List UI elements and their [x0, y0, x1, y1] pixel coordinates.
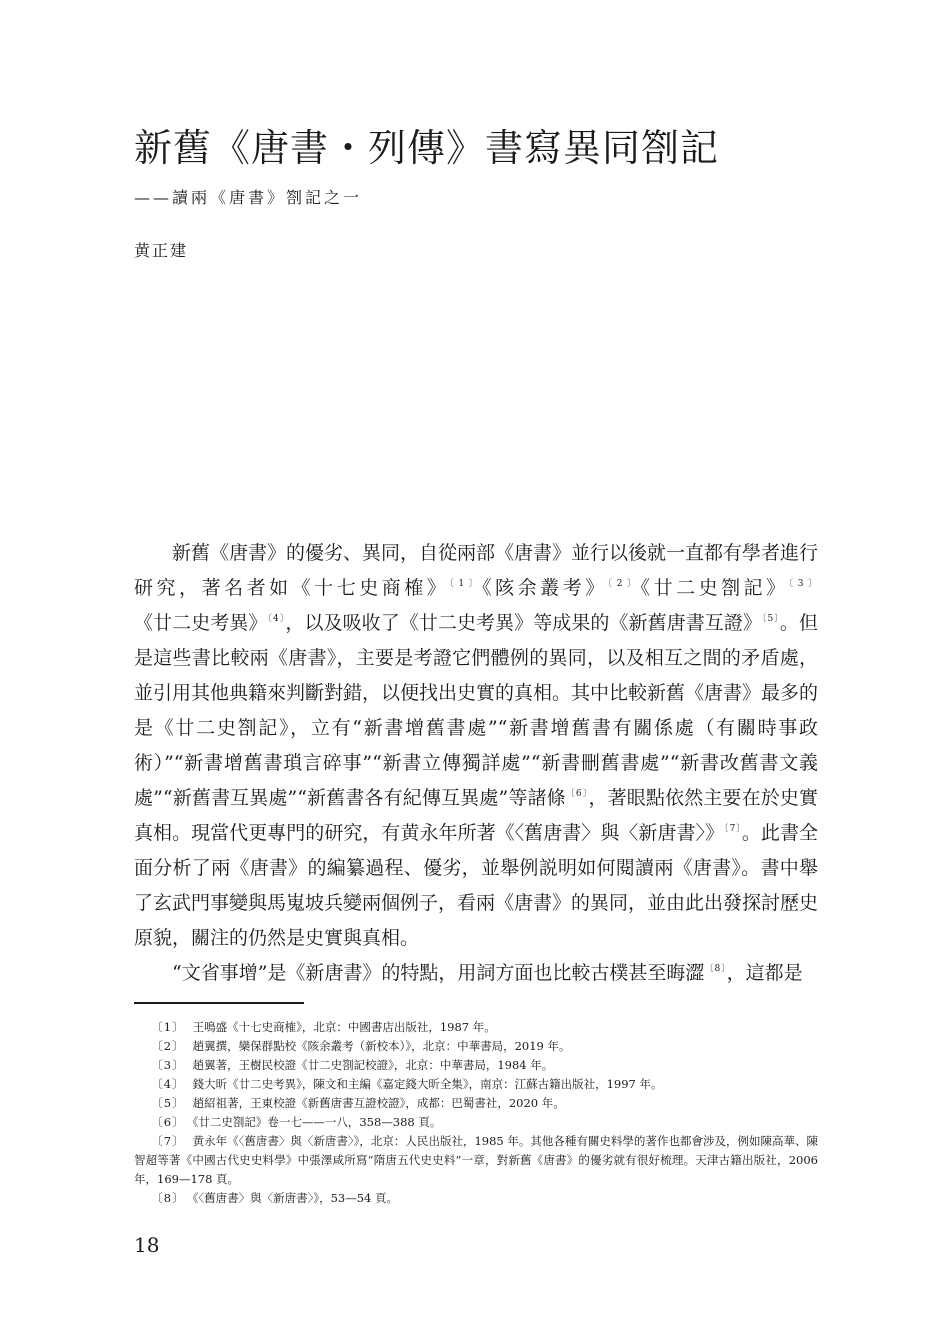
footnote-item — [134, 1132, 818, 1189]
footnote-item — [134, 1189, 818, 1208]
body-paragraph — [134, 536, 818, 956]
footnote-reference: 〔1〕 — [449, 579, 483, 589]
footnote-text: 王鳴盛《十七史商榷》，北京：中國書店出版社，1987 年。 — [192, 1020, 496, 1034]
body-text-run: ，以及吸收了《廿二史考異》等成果的《新舊唐書互證》 — [285, 612, 762, 634]
footnote-marker: 〔2〕 — [151, 1039, 185, 1053]
footnote-text: 錢大昕《廿二史考異》，陳文和主編《嘉定錢大昕全集》，南京：江蘇古籍出版社，1997 年。 — [192, 1077, 663, 1091]
footnote-marker: 〔6〕 — [151, 1115, 185, 1129]
footnotes-list — [134, 1018, 818, 1208]
body-text-run: 新舊《唐書》的優劣、異同，自從兩部《唐書》並行以後就一直都有學者進行研究，著名者如《十七史商榷》 — [134, 542, 819, 599]
body-text-run: 。此書全面分析了兩《唐書》的編纂過程、優劣，並舉例説明如何閱讀兩《唐書》。書中舉了玄武門事變與馬嵬坡兵變兩個例子，看兩《唐書》的異同，並由此出發探討歷史原貌，關注的仍然是史實與真相。 — [134, 822, 819, 949]
footnote-item — [134, 1094, 818, 1113]
footnote-reference: 〔8〕 — [704, 964, 727, 974]
footnote-text: 趙紹祖著，王東校證《新舊唐書互證校證》，成都：巴蜀書社，2020 年。 — [192, 1096, 565, 1110]
footnote-marker: 〔3〕 — [151, 1058, 185, 1072]
footnote-divider — [134, 1002, 304, 1004]
article-body — [134, 536, 818, 991]
page-number: 18 — [134, 1233, 160, 1257]
footnote-item — [134, 1075, 818, 1094]
footnote-marker: 〔4〕 — [151, 1077, 185, 1091]
footnote-reference: 〔2〕 — [607, 579, 641, 589]
footnote-reference: 〔7〕 — [724, 824, 742, 834]
author-name: 黄正建 — [134, 241, 189, 260]
footnote-marker: 〔5〕 — [151, 1096, 185, 1110]
footnote-text: 《廿二史劄記》卷一七——一八，358—388 頁。 — [192, 1115, 442, 1129]
footnote-item — [134, 1037, 818, 1056]
body-text-run: “文省事增”是《新唐書》的特點，用詞方面也比較古樸甚至晦澀 — [172, 962, 705, 984]
body-paragraph — [134, 956, 818, 991]
article-subtitle: ——讀兩《唐書》劄記之一 — [134, 188, 363, 207]
footnote-text: 趙翼著，王樹民校證《廿二史劄記校證》，北京：中華書局，1984 年。 — [192, 1058, 554, 1072]
body-text-run: 《陔余叢考》 — [482, 577, 608, 599]
body-text-run: ，著眼點依然主要在於史實真相。現當代更專門的研究，有黄永年所著《〈舊唐書〉與〈新唐書〉》 — [134, 787, 818, 844]
footnote-item — [134, 1018, 818, 1037]
footnote-text: 《〈舊唐書〉與〈新唐書〉》，53—54 頁。 — [192, 1191, 398, 1205]
footnote-marker: 〔8〕 — [151, 1191, 185, 1205]
footnote-reference: 〔4〕 — [267, 614, 286, 624]
footnote-marker: 〔1〕 — [151, 1020, 185, 1034]
body-text-run: 《廿二史考異》 — [134, 612, 268, 634]
article-title: 新舊《唐書・列傳》書寫異同劄記 — [134, 126, 720, 170]
footnote-reference: 〔5〕 — [761, 614, 780, 624]
footnote-reference: 〔3〕 — [788, 579, 818, 589]
footnote-marker: 〔7〕 — [151, 1134, 185, 1148]
footnote-text: 黄永年《〈舊唐書〉與〈新唐書〉》，北京：人民出版社，1985 年。其他各種有關史料學的著作也都會涉及，例如陳高華、陳智超等著《中國古代史史料學》中張澤咸所寫“隋唐五代史史料”一章，對新舊《唐書》的優劣就有很好梳理。天津古籍出版社，2006 年，169—178 頁。 — [134, 1134, 818, 1186]
footnote-reference: 〔6〕 — [565, 789, 589, 799]
footnote-item — [134, 1056, 818, 1075]
body-text-run: ，這都是 — [726, 962, 803, 984]
footnote-text: 趙翼撰，欒保群點校《陔余叢考（新校本）》，北京：中華書局，2019 年。 — [192, 1039, 571, 1053]
footnote-item — [134, 1113, 818, 1132]
body-text-run: 《廿二史劄記》 — [640, 577, 789, 599]
body-text-run: 。但是這些書比較兩《唐書》，主要是考證它們體例的異同，以及相互之間的矛盾處，並引用其他典籍來判斷對錯，以便找出史實的真相。其中比較新舊《唐書》最多的是《廿二史劄記》，立有“新書增舊書處”“新書增舊書有關係處（有關時事政術）”“新書增舊書瑣言碎事”“新書立傳獨詳處”“新書刪舊書處”“新書改舊書文義處”“新舊書互異處”“新舊書各有紀傳互異處”等諸條 — [134, 612, 819, 809]
